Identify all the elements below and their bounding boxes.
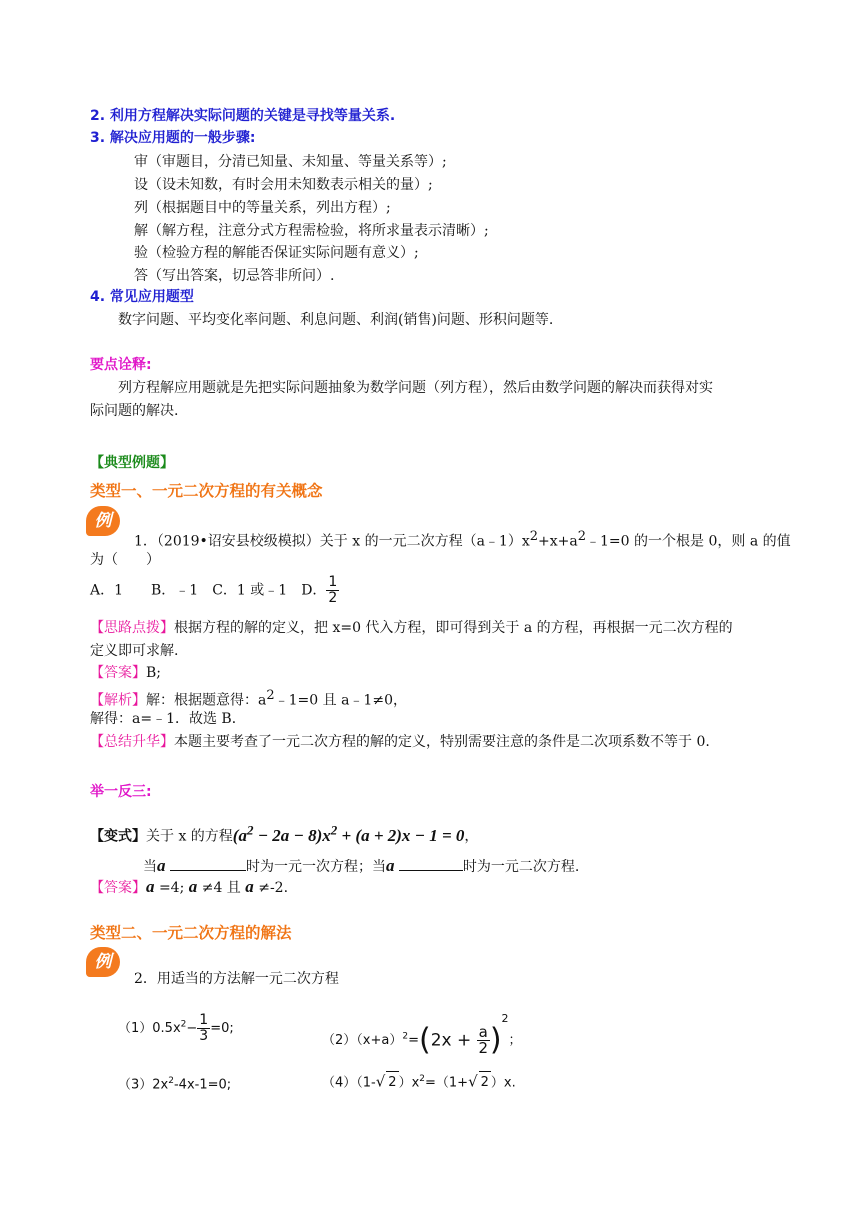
analysis-line2: 解得：a=﹣1．故选 B． [90,711,246,727]
step-5: 验（检验方程的解能否保证实际问题有意义）; [134,245,419,261]
q2-line: 2．用适当的方法解一元二次方程 [134,971,339,987]
type2-title: 类型二、一元二次方程的解法 [90,924,292,942]
q1-line2: 为（ ） [90,552,160,568]
analysis-line1: 【解析】解：根据题意得：$a^2﹣1=0$ 且 a﹣1≠0， [90,688,407,709]
point-4-text: 数字问题、平均变化率问题、利息问题、利润(销售)问题、形积问题等. [118,312,554,328]
variant-equation: $(a^2 - 2a - 8)x^2 + (a + 2)x - 1 = 0$ [232,822,465,845]
variant-fill-line: 当a 时为一元一次方程；当a 时为一元二次方程. [143,856,580,875]
key-point-line2: 际问题的解决. [90,403,179,419]
summary: 【总结升华】本题主要考查了一元二次方程的解的定义，特别需要注意的条件是二次项系数不等于 0. [90,734,710,750]
step-4: 解（解方程，注意分式方程需检验，将所求量表示清晰）; [134,223,489,239]
example-badge-2: 例 [86,947,120,977]
answer-1: 【答案】B; [90,665,162,681]
point-3: 3. 解决应用题的一般步骤: [90,130,256,146]
step-6: 答（写出答案，切忌答非所问）. [134,268,335,284]
eq-2: $(2)(x+a)^2=(2x$ + $\frac{a}{2}$ )$^2$； [322,1012,522,1058]
eq-3: $(3)2x^2-4x-1=0$; [118,1076,232,1093]
step-3: 列（根据题目中的等量关系，列出方程）; [134,200,391,216]
q1-line1: 1．（2019•诏安县校级模拟）关于 x 的一元二次方程$(a﹣1)x^2+x+a^2﹣1=0$ 的一个根是 0，则 a 的值 [134,529,791,550]
answer-tag: 【答案】 [90,665,146,681]
variant-line: 【变式】关于 x 的方程$(a^2 - 2a - 8)x^2 + (a + 2)x - 1 = 0$， [90,822,479,845]
step-1: 审（审题目，分清已知量、未知量、等量关系等）; [134,154,447,170]
hint-tag: 【思路点拨】 [90,620,174,636]
hint-line1: 【思路点拨】根据方程的解的定义，把 x=0 代入方程，即可得到关于 a 的方程，再根据一元二次方程的 [90,620,733,636]
step-2: 设（设未知数，有时会用未知数表示相关的量）; [134,177,433,193]
eq-1: $(1)0.5x^2-$ $\frac{1}{3}$ =0; [118,1012,234,1044]
key-point-line1: 列方程解应用题就是先把实际问题抽象为数学问题（列方程），然后由数学问题的解决而获得对实 [118,380,713,396]
examples-header: 【典型例题】 [90,455,174,471]
q1-options: A．1 B．﹣1 C．1 或﹣1 D． $\frac{1}{2}$ [90,574,338,606]
key-point-title: 要点诠释: [90,357,152,373]
example-badge: 例 [86,506,120,536]
eq2-fraction: $\frac{a}{2}$ [478,1023,488,1057]
analysis-tag: 【解析】 [90,692,146,709]
variant-answer: 【答案】a =4; a ≠4 且 a ≠-2. [90,877,289,896]
blank-2[interactable] [399,856,463,871]
eq1-fraction: $\frac{1}{3}$ [199,1012,209,1044]
option-d-fraction: $\frac{1}{2}$ [328,574,338,606]
practice-title: 举一反三: [90,784,152,800]
variant-tag: 【变式】 [90,828,146,845]
blank-1[interactable] [170,856,246,871]
hint-line2: 定义即可求解. [90,643,179,659]
type1-title: 类型一、一元二次方程的有关概念 [90,482,323,500]
summary-tag: 【总结升华】 [90,734,174,750]
point-2: 2. 利用方程解决实际问题的关键是寻找等量关系. [90,108,396,124]
eq-4: （4）（1-√ 2 ）$x^2=(1+√$ 2 ）x. [322,1068,516,1094]
point-4: 4. 常见应用题型 [90,289,194,305]
variant-answer-tag: 【答案】 [90,880,146,896]
